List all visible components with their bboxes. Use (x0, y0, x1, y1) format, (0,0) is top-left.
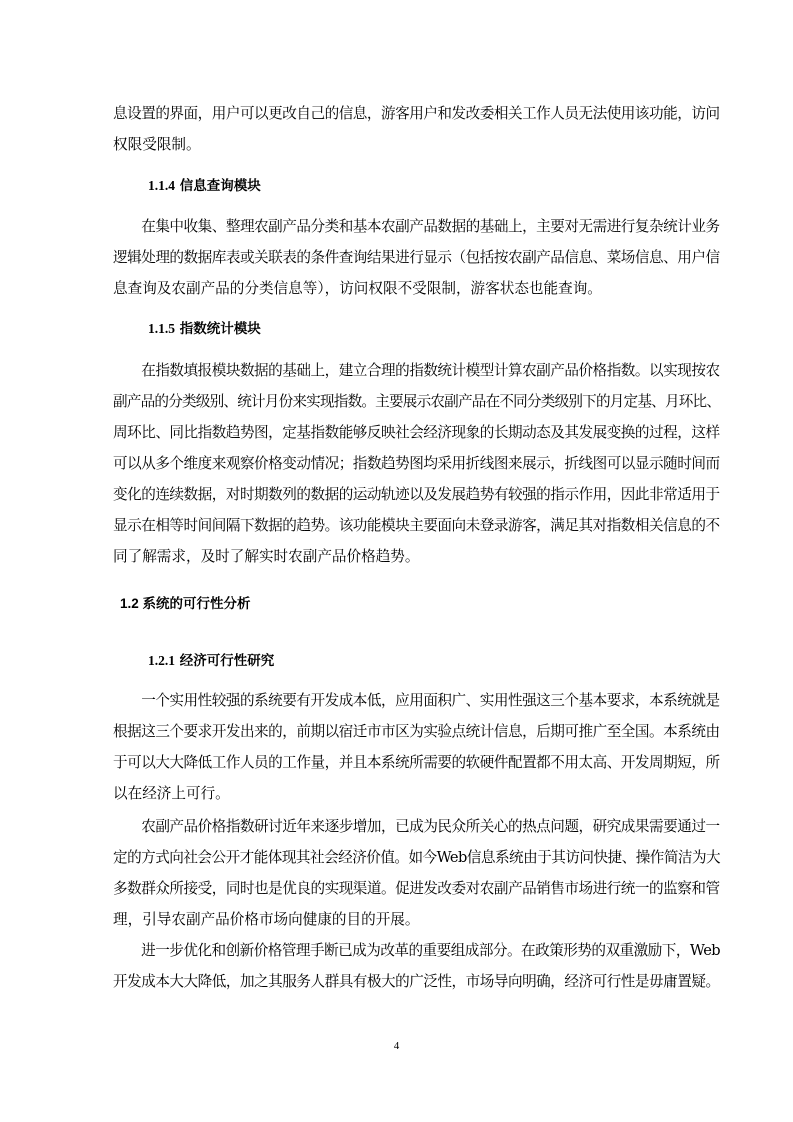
text-line: 同了解需求，及时了解实时农副产品价格趋势。 (113, 548, 420, 565)
section-title: 信息查询模块 (179, 178, 261, 194)
text-line: 进一步优化和创新价格管理手断已成为改革的重要组成部分。在政策形势的双重激励下，Web (113, 942, 721, 959)
text-line: 权限受限制。 (113, 136, 201, 153)
paragraph-economic-2 (113, 811, 720, 935)
section-heading-1-2: 1.2 系统的可行性分析 (120, 596, 251, 611)
section-title: 指数统计模块 (179, 321, 261, 337)
section-number: 1.1.5 (148, 321, 175, 336)
section-number: 1.1.4 (148, 178, 175, 193)
text-line: 息设置的界面，用户可以更改自己的信息，游客用户和发改委相关工作人员无法使用该功能，访问 (113, 105, 720, 122)
text-line: 根据这三个要求开发出来的，前期以宿迁市市区为实验点统计信息，后期可推广至全国。本系统由 (113, 723, 720, 740)
section-heading-1-1-4 (148, 176, 261, 196)
text-line: 一个实用性较强的系统要有开发成本低，应用面积广、实用性强这三个基本要求，本系统就是 (113, 692, 720, 709)
section-heading-1-1-5 (148, 319, 261, 339)
paragraph-economic-3 (113, 935, 720, 997)
paragraph-economic-1 (113, 685, 720, 809)
text-line: 显示在相等时间间隔下数据的趋势。该功能模块主要面向未登录游客，满足其对指数相关信息的不 (113, 517, 720, 534)
text-line: 在集中收集、整理农副产品分类和基本农副产品数据的基础上，主要对无需进行复杂统计业务 (113, 218, 720, 235)
paragraph-intro (113, 98, 720, 160)
text-line: 理，引导农副产品价格市场向健康的目的开展。 (113, 911, 420, 928)
text-line: 在指数填报模块数据的基础上，建立合理的指数统计模型计算农副产品价格指数。以实现按农 (113, 362, 720, 379)
text-line: 变化的连续数据，对时期数列的数据的运动轨迹以及发展趋势有较强的指示作用，因此非常适用于 (113, 486, 720, 503)
text-line: 于可以大大降低工作人员的工作量，并且本系统所需要的软硬件配置都不用太高、开发周期短，所 (113, 754, 720, 771)
text-line: 息查询及农副产品的分类信息等），访问权限不受限制，游客状态也能查询。 (113, 280, 602, 297)
paragraph-query-module (113, 211, 720, 304)
text-line: 副产品的分类级别、统计月份来实现指数。主要展示农副产品在不同分类级别下的月定基、月环比、 (113, 393, 721, 410)
section-number: 1.2.1 (148, 653, 175, 668)
section-title: 经济可行性研究 (179, 653, 275, 669)
section-heading-1-2-1 (148, 651, 274, 671)
text-line: 以在经济上可行。 (113, 785, 230, 802)
text-line: 可以从多个维度来观察价格变动情况；指数趋势图均采用折线图来展示，折线图可以显示随时间而 (113, 455, 720, 472)
text-line: 定的方式向社会公开才能体现其社会经济价值。如今Web信息系统由于其访问快捷、操作简洁为大 (113, 849, 721, 866)
page-number: 4 (393, 1040, 400, 1052)
text-line: 农副产品价格指数研讨近年来逐步增加，已成为民众所关心的热点问题，研究成果需要通过一 (113, 818, 720, 835)
text-line: 逻辑处理的数据库表或关联表的条件查询结果进行显示（包括按农副产品信息、菜场信息、用户信 (113, 249, 720, 266)
text-line: 周环比、同比指数趋势图，定基指数能够反映社会经济现象的长期动态及其发展变换的过程，这样 (113, 424, 720, 441)
text-line: 开发成本大大降低，加之其服务人群具有极大的广泛性，市场导向明确，经济可行性是毋庸置疑。 (113, 973, 720, 990)
paragraph-index-module (113, 355, 720, 572)
text-line: 多数群众所接受，同时也是优良的实现渠道。促进发改委对农副产品销售市场进行统一的监察和管 (113, 880, 720, 897)
